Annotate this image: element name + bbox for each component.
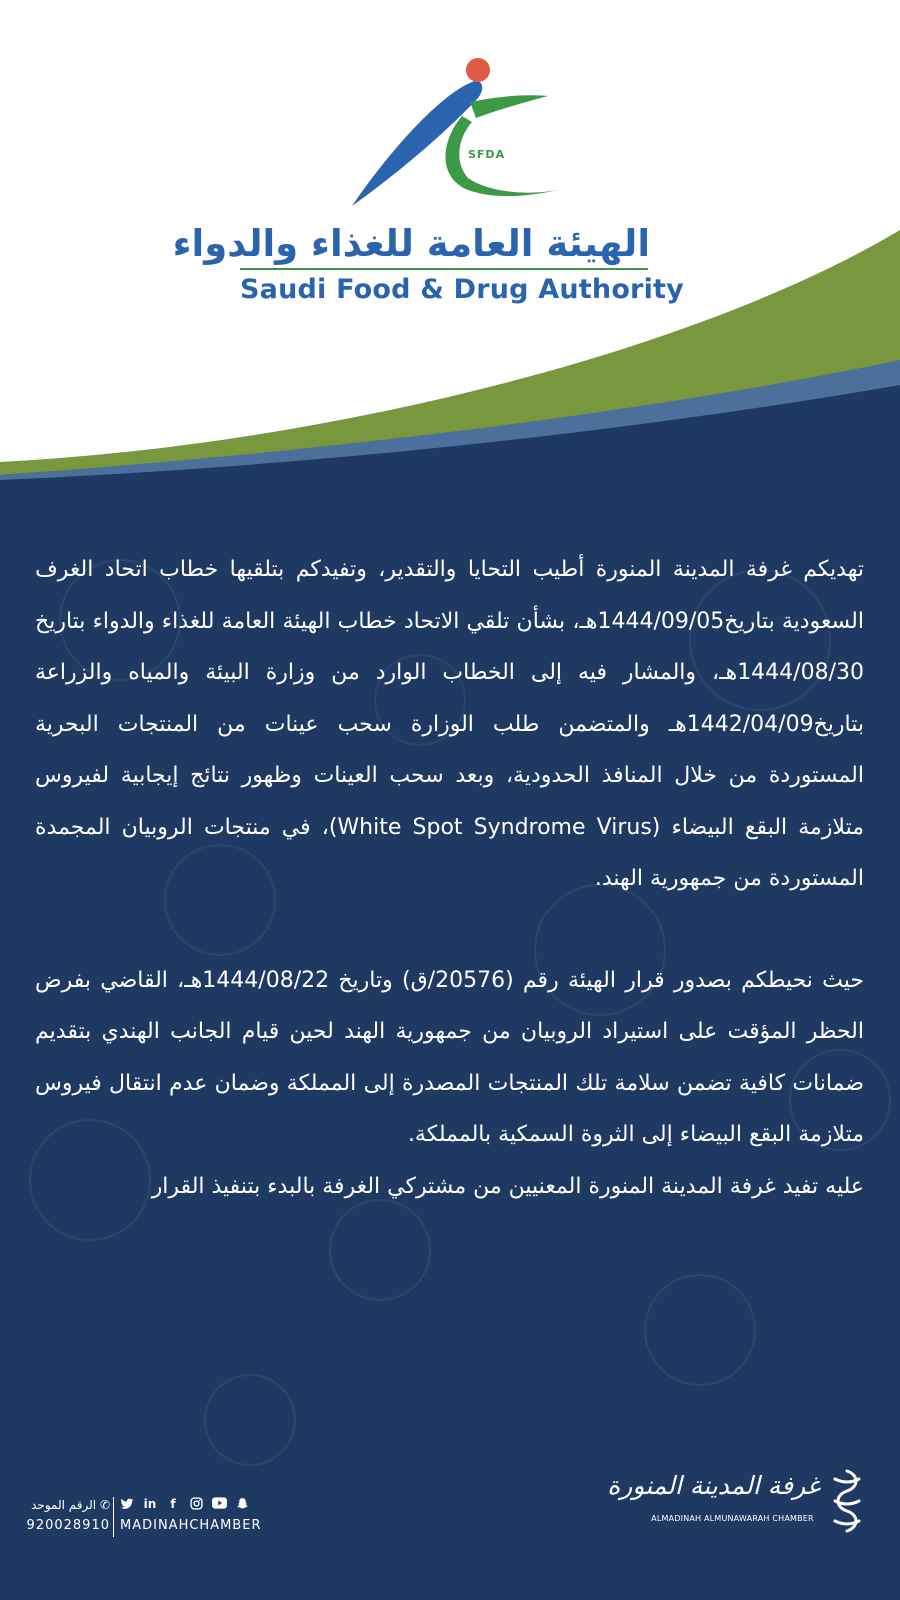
chamber-name-english: ALMADINAH ALMUNAWARAH CHAMBER [651, 1514, 814, 1523]
paragraph-intro: تهديكم غرفة المدينة المنورة أطيب التحايا والتقدير، وتفيدكم بتلقيها خطاب اتحاد الغرف السعودية بتاريخ1444/09/05هـ، بشأن تلقي الاتحاد خطاب الهيئة العامة للغذاء والدواء بتاريخ 1444/08/30هـ، والمشار فيه إلى الخطاب الوارد من وزارة البيئة والمياه والزراعة بتاريخ1442/04/09هـ والمتضمن طلب الوزارة سحب عينات من المنتجات البحرية المستوردة من خلال المنافذ الحدودية، وبعد سحب العينات وظهور نتائج إيجابية لفيروس متلازمة البقع البيضاء (White Spot Syndrome Virus)، في منتجات الروبيان المجمدة المستوردة من جمهورية الهند. [35, 557, 864, 891]
org-name-arabic: الهيئة العامة للغذاء والدواء [172, 222, 650, 265]
facebook-icon[interactable]: f [170, 1497, 176, 1511]
phone-icon: ✆ [99, 1498, 110, 1512]
sfda-mark-icon [350, 50, 570, 220]
youtube-icon[interactable] [212, 1497, 226, 1511]
paragraph-conclusion: عليه تفيد غرفة المدينة المنورة المعنيين من مشتركي الغرفة بالبدء بتنفيذ القرار [151, 1173, 864, 1199]
social-handle[interactable]: MADINAHCHAMBER [120, 1518, 262, 1533]
sfda-logo [0, 0, 900, 330]
unified-number[interactable]: 920028910 [26, 1518, 110, 1533]
social-icons [120, 1497, 249, 1511]
announcement-body [35, 544, 864, 1212]
chamber-emblem-icon [825, 1465, 870, 1535]
org-name-english: Saudi Food & Drug Authority [240, 274, 684, 305]
snapchat-icon[interactable] [235, 1497, 249, 1511]
paragraph-gap [35, 905, 864, 955]
unified-number-label: ✆ الرقم الموحد [31, 1498, 110, 1512]
logo-divider [240, 268, 648, 270]
paragraph-decision: حيث نحيطكم بصدور قرار الهيئة رقم (20576/ق) وتاريخ 1444/08/22هـ، القاضي بفرض الحظر المؤقت على استيراد الروبيان من جمهورية الهند لحين قيام الجانب الهندي بتقديم ضمانات كافية تضمن سلامة تلك المنتجات المصدرة إلى المملكة وضمان عدم انتقال فيروس متلازمة البقع البيضاء إلى الثروة السمكية بالمملكة. [35, 967, 864, 1147]
chamber-logo [607, 1465, 880, 1565]
linkedin-icon[interactable]: in [143, 1497, 157, 1511]
twitter-icon[interactable] [120, 1497, 134, 1511]
footer-divider [113, 1497, 114, 1537]
instagram-icon[interactable] [189, 1497, 203, 1511]
unified-number-block [10, 1495, 110, 1537]
sfda-badge: SFDA [468, 148, 506, 161]
chamber-name-arabic: غرفة المدينة المنورة [607, 1471, 820, 1500]
